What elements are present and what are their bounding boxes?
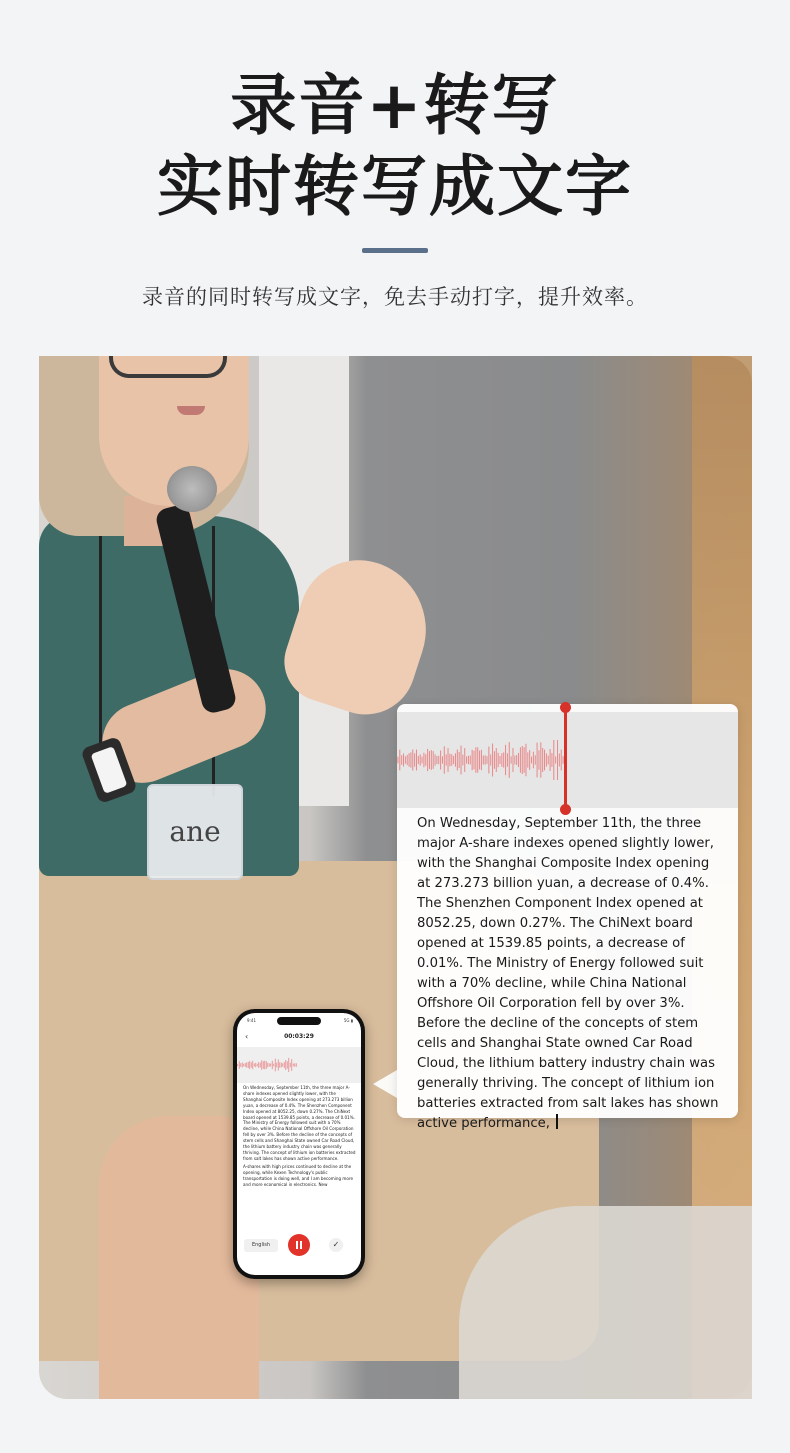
- phone-audio-waveform: [237, 1047, 361, 1083]
- transcript-callout-card: [397, 704, 738, 1131]
- waveform-panel: [397, 712, 738, 808]
- audio-waveform: [397, 712, 738, 808]
- name-badge: ane: [147, 784, 243, 880]
- status-time: 9:41: [247, 1018, 256, 1023]
- hero-header: [0, 0, 790, 340]
- transcript-text-area[interactable]: [417, 814, 722, 1134]
- page-subtitle: 录音的同时转写成文字，免去手动打字，提升效率。: [142, 285, 648, 309]
- page-title-line-1: 录音+转写: [230, 67, 560, 144]
- phone-transcript[interactable]: [243, 1085, 356, 1223]
- check-icon[interactable]: ✓: [329, 1238, 343, 1252]
- microphone-head: [167, 466, 217, 512]
- transcript-text: On Wednesday, September 11th, the three major A-share indexes opened slightly lower, with the Shanghai Composite Index opening at 273.273 billion yuan, a decrease of 0.4%. The Shenzhen Component Index opened at 8052.25, down 0.27%. The ChiNext board opened at 1539.85 points, a decrease of 0.01%. The Ministry of Energy followed suit with a 70% decline, while China National Offshore Oil Corporation fell by over 3%. Before the decline of the concepts of stem cells and Shanghai State owned Car Road Cloud, the lithium battery industry chain was generally thriving. The concept of lithium ion batteries extracted from salt lakes has shown active performance,: [417, 816, 719, 1131]
- pause-icon[interactable]: [288, 1234, 310, 1256]
- status-icons: 5G ▮: [343, 1018, 353, 1023]
- title-divider: [362, 248, 428, 253]
- phone-notch: [277, 1017, 321, 1025]
- blurred-audience-member: [459, 1206, 752, 1399]
- smartphone: [233, 1009, 365, 1279]
- glasses: [109, 356, 227, 378]
- language-button[interactable]: English: [244, 1239, 278, 1252]
- phone-transcript-paragraph-2: A-shares with high prices continued to decline at the opening, while Kexen Technology's public transportation is doing well, and I am becoming more and more economical in electronics. New: [243, 1163, 354, 1187]
- back-chevron-icon[interactable]: ‹: [245, 1032, 249, 1041]
- phone-waveform-panel: [237, 1047, 361, 1083]
- recording-timer: 00:03:29: [284, 1033, 314, 1040]
- phone-screen: [237, 1013, 361, 1275]
- playhead-top-handle[interactable]: [560, 702, 571, 713]
- playhead-line[interactable]: [564, 704, 567, 810]
- smartwatch-screen: [91, 746, 128, 794]
- callout-pointer: [373, 1070, 397, 1098]
- text-cursor: [556, 1114, 558, 1129]
- page-title-line-2: 实时转写成文字: [157, 148, 633, 225]
- phone-transcript-paragraph-1: On Wednesday, September 11th, the three major A-share indexes opened slightly lower, with the Shanghai Composite Index opening at 273.273 billion yuan, a decrease of 0.4%. The Shenzhen Component Index opened at 8052.25, down 0.27%. The ChiNext board opened at 1539.85 points, a decrease of 0.01%. The Ministry of Energy followed suit with a 70% decline, while China National Offshore Oil Corporation fell by over 3%. Before the decline of the concepts of stem cells and Shanghai State owned Car Road Cloud, the lithium battery industry chain was generally thriving. The concept of lithium ion batteries extracted from salt lakes has shown active performance.: [243, 1085, 356, 1161]
